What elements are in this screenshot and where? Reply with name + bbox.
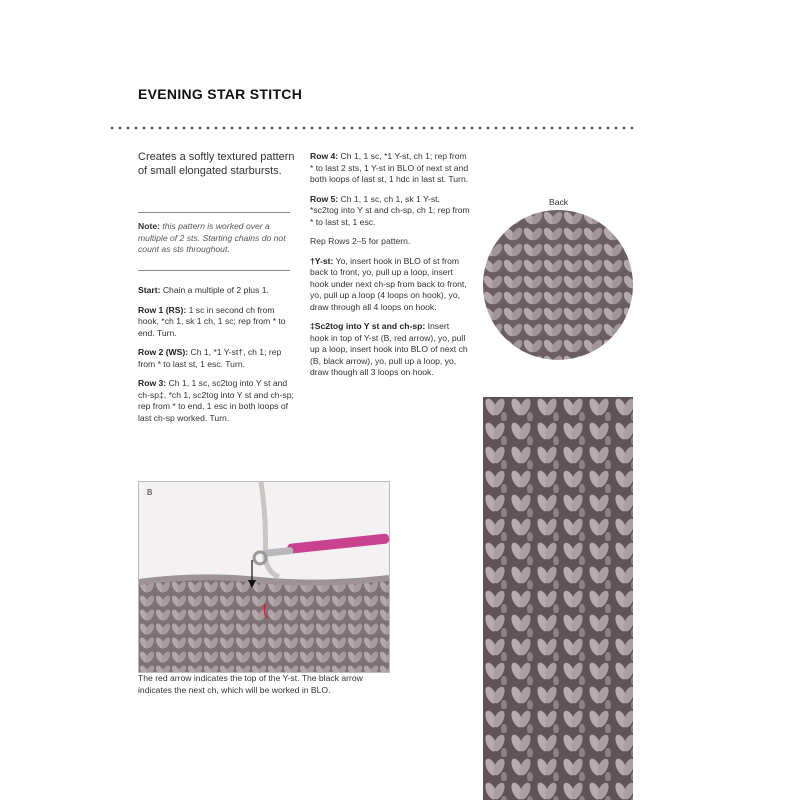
row2-instruction: [138, 347, 296, 370]
front-texture: [483, 397, 633, 800]
row3-instruction: [138, 378, 296, 424]
back-label: Back: [549, 197, 569, 207]
dotted-divider: [108, 126, 638, 130]
row1-instruction: [138, 305, 296, 340]
row2-label: Row 2 (WS):: [138, 347, 189, 357]
instructions-column-1: [138, 285, 296, 432]
row1-text: 1 sc in second ch from hook, *ch 1, sk 1 ch, 1 sc; rep from * to end. Turn.: [138, 304, 286, 338]
note-top-rule: [138, 212, 290, 213]
start-label: Start:: [138, 285, 161, 295]
yst-text: Yo, insert hook in BLO of st from back to front, yo, pull up a loop, insert hook under next ch-sp from back to front, yo, pull up a loop (4 loops on hook), yo, draw through all 4 loops on hook.: [310, 255, 467, 312]
sc2tog-definition: [310, 321, 470, 379]
note-block: [138, 221, 293, 256]
figure-caption: The red arrow indicates the top of the Y-st. The black arrow indicates the next ch, which will be worked in BLO.: [138, 673, 363, 695]
row3-label: Row 3:: [138, 378, 167, 388]
note-label: Note:: [138, 221, 160, 231]
intro-text: Creates a softly textured pattern of small elongated starbursts.: [138, 151, 295, 177]
back-swatch-photo: [483, 210, 633, 360]
row3-text: Ch 1, 1 sc, sc2tog into Y st and ch-sp‡, *ch 1, sc2tog into Y st and ch-sp; rep from * to end, 1 esc in both loops of last ch-sp worked. Turn.: [138, 378, 294, 423]
crochet-work-illustration: [139, 482, 389, 672]
page-title: EVENING STAR STITCH: [138, 86, 303, 102]
row4-text: Ch 1, 1 sc, *1 Y-st, ch 1; rep from * to last 2 sts, 1 Y-st in BLO of next st and both loops of last st, 1 hdc in last st. Turn.: [310, 151, 469, 184]
figure-label: B: [147, 488, 153, 497]
note-text: this pattern is worked over a multiple of 2 sts. Starting chains do not count as sts throughout.: [138, 221, 286, 254]
row2-text: Ch 1, *1 Y-st†, ch 1; rep from * to last st, 1 esc. Turn.: [138, 347, 282, 369]
step-photo-b: [138, 481, 390, 673]
note-bottom-rule: [138, 270, 290, 271]
instructions-column-2: [310, 151, 470, 387]
start-text: Chain a multiple of 2 plus 1.: [160, 285, 269, 295]
row5-label: Row 5:: [310, 193, 339, 204]
yst-label: †Y-st:: [310, 255, 334, 266]
row4-instruction: [310, 151, 470, 186]
sc2tog-label: ‡Sc2tog into Y st and ch-sp:: [310, 321, 426, 331]
yst-definition: [310, 256, 470, 314]
row5-text: Ch 1, 1 sc, ch 1, sk 1 Y-st, *sc2tog into Y st and ch-sp, ch 1; rep from * to last st, 1 esc.: [310, 193, 470, 227]
row4-label: Row 4:: [310, 151, 339, 161]
repeat-instruction: Rep Rows 2–5 for pattern.: [310, 236, 411, 246]
front-swatch-photo: [483, 397, 633, 800]
sc2tog-text: Insert hook in top of Y-st (B, red arrow), yo, pull up a loop, insert hook into BLO of next ch (B, black arrow), yo, pull up a loop, yo, draw though all 3 loops on hook.: [310, 321, 468, 377]
start-instruction: [138, 285, 296, 297]
row5-instruction: [310, 194, 470, 229]
back-texture: [483, 210, 633, 360]
row1-label: Row 1 (RS):: [138, 304, 187, 315]
